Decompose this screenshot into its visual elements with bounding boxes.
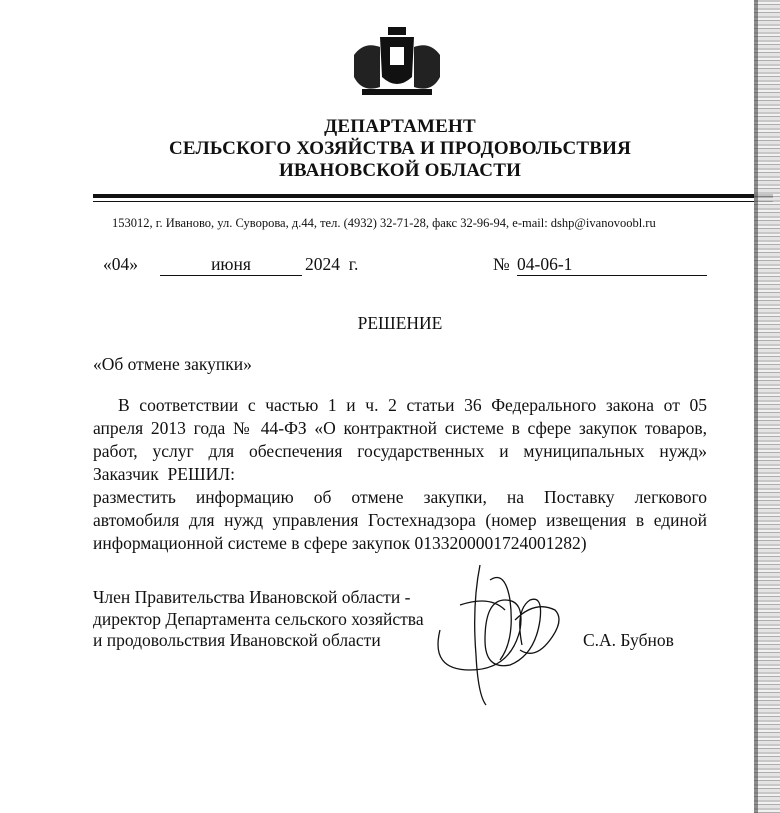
handwritten-signature-icon bbox=[420, 560, 580, 710]
signatory-title-line2: директор Департамента сельского хозяйства bbox=[93, 609, 424, 629]
header-divider bbox=[93, 194, 773, 198]
body-line: Заказчик РЕШИЛ: bbox=[93, 464, 235, 484]
department-name-line3: ИВАНОВСКОЙ ОБЛАСТИ bbox=[278, 160, 522, 181]
body-line: автомобиля для нужд управления Гостехнадзора (номер извещения в единой bbox=[93, 510, 707, 530]
body-line: работ, услуг для обеспечения государственных и муниципальных нужд» bbox=[93, 441, 707, 461]
department-name-line1: ДЕПАРТАМЕНТ bbox=[324, 116, 476, 137]
body-line: апреля 2013 года № 44-ФЗ «О контрактной системе в сфере закупок товаров, bbox=[93, 418, 707, 438]
body-line: разместить информацию об отмене закупки, на Поставку легкового bbox=[93, 487, 707, 507]
body-line: информационной системе в сфере закупок 0133200001724001282) bbox=[93, 533, 587, 553]
body-line: В соответствии с частью 1 и ч. 2 статьи 36 Федерального закона от 05 bbox=[118, 395, 707, 415]
document-title: РЕШЕНИЕ bbox=[357, 313, 443, 333]
signatory-title-line3: и продовольствия Ивановской области bbox=[93, 630, 381, 650]
signatory-title-line1: Член Правительства Ивановской области - bbox=[93, 587, 411, 607]
date-day: «04» bbox=[103, 254, 138, 274]
date-year: 2024 г. bbox=[305, 254, 359, 274]
address: 153012, г. Иваново, ул. Суворова, д.44, тел. (4932) 32-71-28, факс 32-96-94, e-mail: dshp@ivanovoobl.ru bbox=[112, 216, 656, 230]
department-name-line2: СЕЛЬСКОГО ХОЗЯЙСТВА И ПРОДОВОЛЬСТВИЯ bbox=[168, 138, 632, 159]
signatory-name: С.А. Бубнов bbox=[583, 630, 674, 650]
number-label: № bbox=[493, 254, 510, 274]
date-month: июня bbox=[160, 254, 302, 276]
coat-of-arms-icon bbox=[350, 25, 445, 103]
scan-edge-line bbox=[754, 0, 758, 813]
header-divider-thin bbox=[93, 201, 773, 202]
document-subject: «Об отмене закупки» bbox=[93, 354, 252, 374]
document-number: 04-06-1 bbox=[517, 254, 707, 276]
